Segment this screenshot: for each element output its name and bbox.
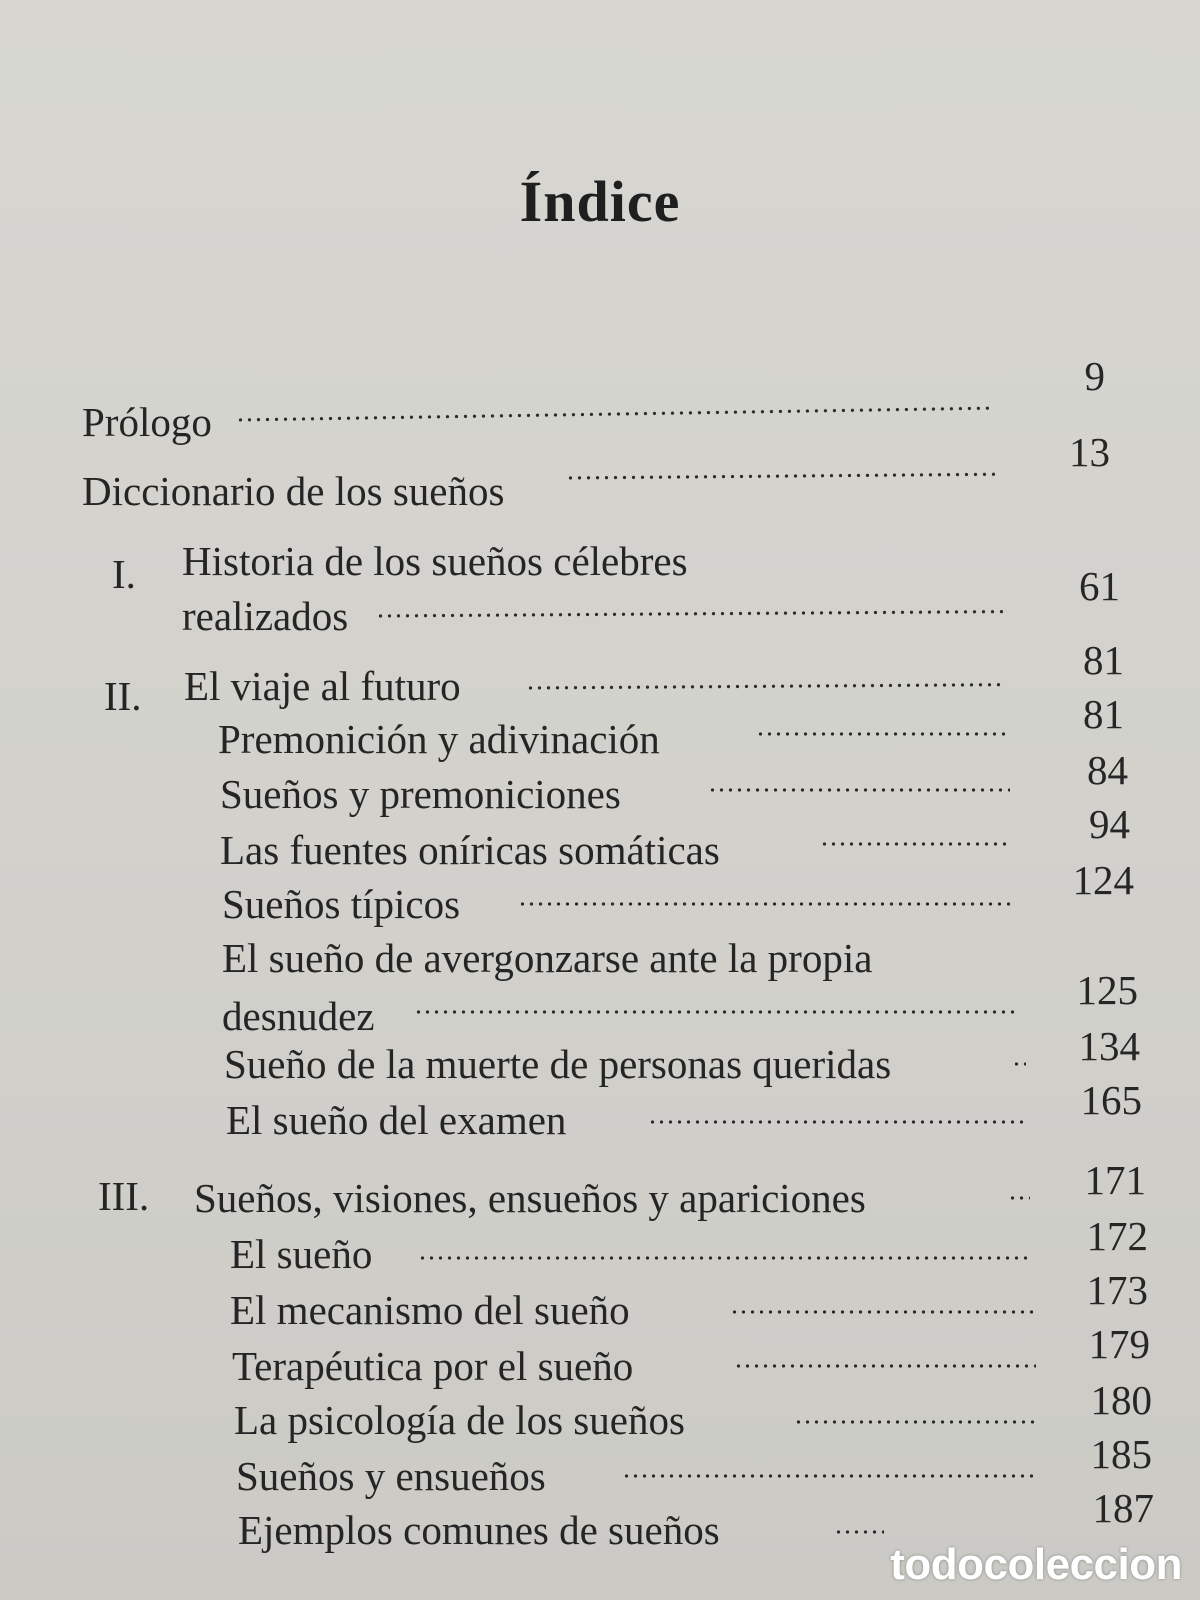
entry-title: Sueños y ensueños <box>236 1453 546 1499</box>
entry-page: 172 <box>1086 1213 1148 1259</box>
dot-leader <box>236 406 992 422</box>
entry-title-line1: Historia de los sueños célebres <box>182 538 688 584</box>
dot-leader <box>794 1420 1036 1424</box>
entry-title: El sueño del examen <box>226 1097 567 1143</box>
entry-title-line1: El sueño de avergonzarse ante la propia <box>222 935 873 981</box>
entry-page: 179 <box>1088 1321 1150 1367</box>
dot-leader <box>648 1120 1026 1124</box>
page-title: Índice <box>519 169 681 234</box>
entry-title: El sueño <box>230 1231 373 1277</box>
chapter-number: II. <box>104 673 142 719</box>
entry-title-line2: desnudez <box>222 993 375 1039</box>
entry-title: El mecanismo del sueño <box>230 1287 630 1333</box>
entry-page: 125 <box>1076 967 1138 1013</box>
entry-page: 84 <box>1087 747 1128 793</box>
entry-page: 134 <box>1078 1023 1140 1069</box>
entry-page: 173 <box>1086 1267 1148 1313</box>
chapter-number: III. <box>98 1173 150 1219</box>
entry-page: 81 <box>1083 691 1124 737</box>
dot-leader <box>834 1530 884 1534</box>
dot-leader <box>418 1256 1032 1260</box>
entry-title-line2: realizados <box>182 593 349 639</box>
entry-title: Premonición y adivinación <box>218 716 660 762</box>
entry-page: 13 <box>1069 429 1110 475</box>
entry-page: 94 <box>1089 801 1130 847</box>
dot-leader <box>734 1364 1036 1368</box>
dot-leader <box>414 1010 1020 1014</box>
entry-title: Ejemplos comunes de sueños <box>238 1507 720 1553</box>
entry-page: 187 <box>1092 1485 1154 1531</box>
dot-leader <box>1008 1196 1030 1200</box>
entry-page: 81 <box>1083 637 1124 683</box>
entry-title: El viaje al futuro <box>184 663 461 709</box>
dot-leader <box>622 1474 1036 1478</box>
entry-title: Sueño de la muerte de personas queridas <box>224 1041 892 1087</box>
entry-title: Prólogo <box>82 399 212 445</box>
dot-leader <box>730 1310 1034 1314</box>
entry-title: La psicología de los sueños <box>234 1397 685 1443</box>
dot-leader <box>820 842 1012 846</box>
entry-title: Las fuentes oníricas somáticas <box>220 827 720 873</box>
entry-page: 124 <box>1072 857 1134 903</box>
entry-page: 9 <box>1084 353 1105 399</box>
dot-leader <box>756 732 1008 736</box>
entry-title: Terapéutica por el sueño <box>232 1343 634 1389</box>
entry-title: Sueños típicos <box>222 881 461 927</box>
dot-leader <box>526 683 1006 690</box>
entry-title: Diccionario de los sueños <box>82 468 505 514</box>
entry-title: Sueños, visiones, ensueños y apariciones <box>194 1175 866 1221</box>
entry-page: 185 <box>1090 1431 1152 1477</box>
dot-leader <box>566 472 998 480</box>
entry-title: Sueños y premoniciones <box>220 771 621 817</box>
entry-page: 165 <box>1080 1077 1142 1123</box>
dot-leader <box>708 788 1010 792</box>
entry-page: 180 <box>1090 1377 1152 1423</box>
entry-page: 61 <box>1079 563 1120 609</box>
entry-page: 171 <box>1084 1157 1146 1203</box>
dot-leader <box>376 610 1004 618</box>
dot-leader <box>518 902 1014 906</box>
chapter-number: I. <box>112 551 136 597</box>
dot-leader <box>1012 1062 1026 1066</box>
watermark-logo: todocoleccion <box>890 1540 1182 1589</box>
